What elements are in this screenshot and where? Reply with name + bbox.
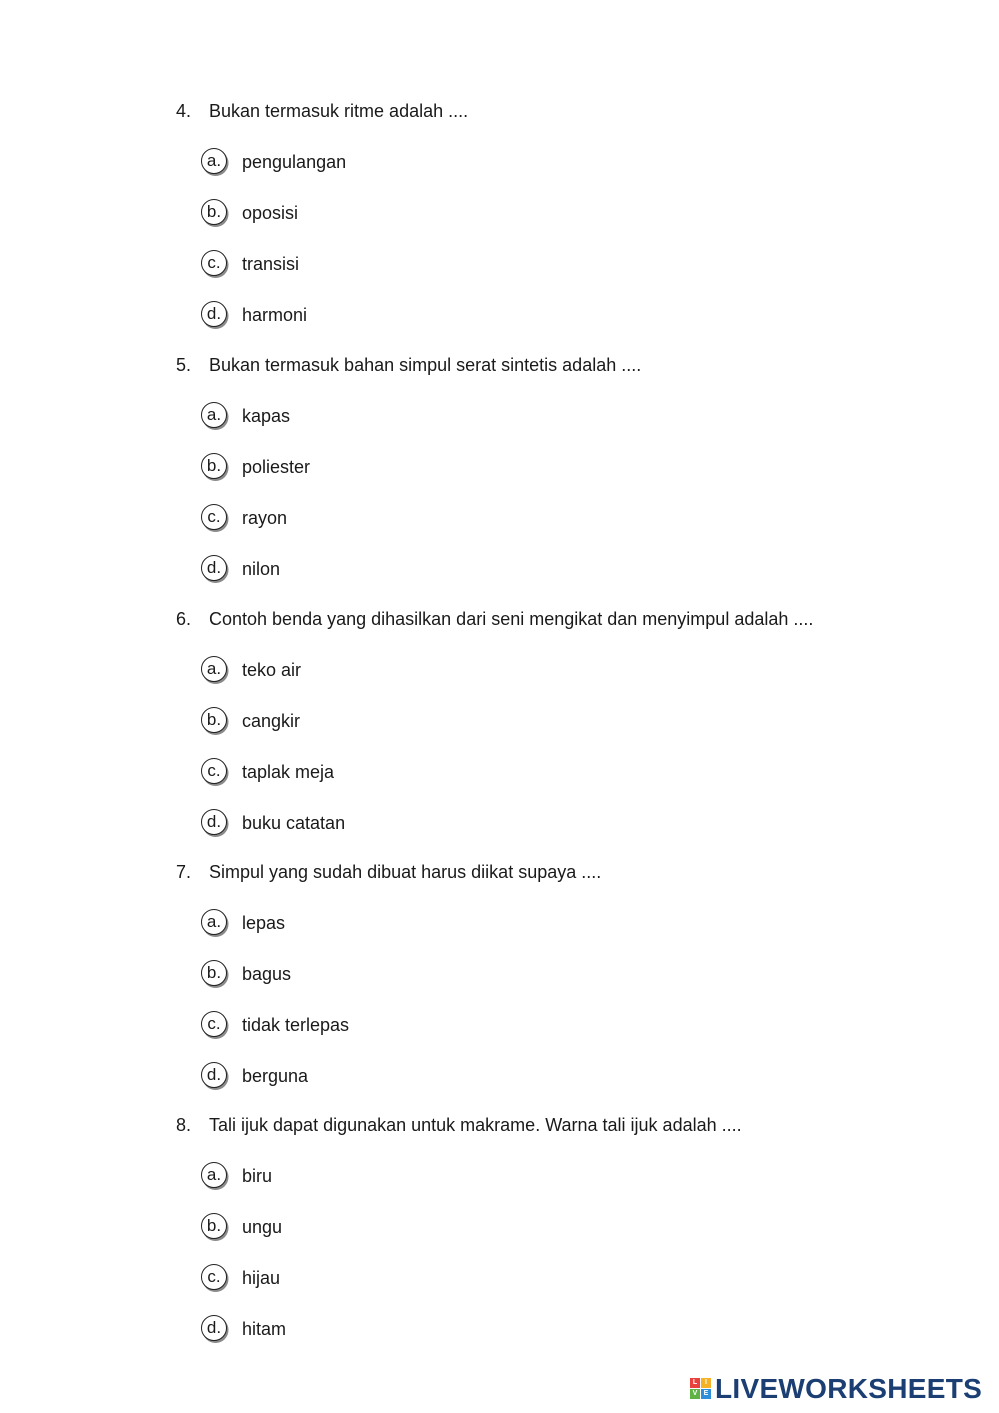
liveworksheets-logo-icon <box>690 1378 712 1400</box>
question-8 <box>176 1110 936 1344</box>
option-b[interactable] <box>176 452 936 482</box>
option-text[interactable]: nilon <box>242 559 281 579</box>
question-text: Simpul yang sudah dibuat harus diikat supaya .... <box>209 862 602 882</box>
option-c[interactable] <box>176 757 936 787</box>
question-number: 7. <box>176 862 192 882</box>
question-line <box>176 604 936 634</box>
question-4 <box>176 96 936 330</box>
option-b[interactable] <box>176 198 936 228</box>
option-letter-circle[interactable]: c. <box>201 758 227 784</box>
question-text: Tali ijuk dapat digunakan untuk makrame. Warna tali ijuk adalah .... <box>209 1115 742 1135</box>
logo-tile: V <box>690 1389 700 1399</box>
question-line <box>176 350 936 380</box>
liveworksheets-logo <box>690 1374 982 1404</box>
option-d[interactable] <box>176 1314 936 1344</box>
option-letter-circle[interactable]: a. <box>201 909 227 935</box>
option-letter-circle[interactable]: b. <box>201 1213 227 1239</box>
option-c[interactable] <box>176 503 936 533</box>
logo-tile: E <box>701 1389 711 1399</box>
option-letter-circle[interactable]: a. <box>201 1162 227 1188</box>
option-d[interactable] <box>176 300 936 330</box>
question-5 <box>176 350 936 584</box>
option-letter-circle[interactable]: d. <box>201 1315 227 1341</box>
option-text[interactable]: ungu <box>242 1217 283 1237</box>
option-text[interactable]: taplak meja <box>242 762 335 782</box>
option-c[interactable] <box>176 1263 936 1293</box>
option-letter-circle[interactable]: a. <box>201 656 227 682</box>
option-d[interactable] <box>176 554 936 584</box>
option-letter-circle[interactable]: c. <box>201 250 227 276</box>
option-text[interactable]: bagus <box>242 964 292 984</box>
question-text: Bukan termasuk ritme adalah .... <box>209 101 469 121</box>
option-text[interactable]: hijau <box>242 1268 281 1288</box>
option-letter-circle[interactable]: d. <box>201 555 227 581</box>
option-letter-circle[interactable]: a. <box>201 402 227 428</box>
question-line <box>176 1110 936 1140</box>
option-text[interactable]: transisi <box>242 254 300 274</box>
option-letter-circle[interactable]: b. <box>201 960 227 986</box>
option-letter-circle[interactable]: c. <box>201 504 227 530</box>
option-letter-circle[interactable]: b. <box>201 199 227 225</box>
question-line <box>176 857 936 887</box>
option-text[interactable]: harmoni <box>242 305 308 325</box>
option-text[interactable]: berguna <box>242 1066 309 1086</box>
option-letter-circle[interactable]: d. <box>201 809 227 835</box>
option-c[interactable] <box>176 1010 936 1040</box>
option-letter-circle[interactable]: a. <box>201 148 227 174</box>
logo-tile: I <box>701 1378 711 1388</box>
question-line <box>176 96 936 126</box>
option-letter-circle[interactable]: b. <box>201 453 227 479</box>
question-6 <box>176 604 936 838</box>
question-text: Bukan termasuk bahan simpul serat sintetis adalah .... <box>209 355 642 375</box>
option-d[interactable] <box>176 808 936 838</box>
option-text[interactable]: kapas <box>242 406 291 426</box>
option-a[interactable] <box>176 655 936 685</box>
question-number: 8. <box>176 1115 192 1135</box>
option-letter-circle[interactable]: b. <box>201 707 227 733</box>
option-a[interactable] <box>176 1161 936 1191</box>
option-letter-circle[interactable]: d. <box>201 1062 227 1088</box>
option-text[interactable]: teko air <box>242 660 302 680</box>
option-text[interactable]: biru <box>242 1166 273 1186</box>
option-text[interactable]: tidak terlepas <box>242 1015 350 1035</box>
option-a[interactable] <box>176 401 936 431</box>
option-letter-circle[interactable]: d. <box>201 301 227 327</box>
question-number: 6. <box>176 609 192 629</box>
option-a[interactable] <box>176 147 936 177</box>
question-7 <box>176 857 936 1091</box>
option-text[interactable]: hitam <box>242 1319 287 1339</box>
option-b[interactable] <box>176 959 936 989</box>
option-c[interactable] <box>176 249 936 279</box>
question-text: Contoh benda yang dihasilkan dari seni mengikat dan menyimpul adalah .... <box>209 609 814 629</box>
option-letter-circle[interactable]: c. <box>201 1264 227 1290</box>
question-number: 4. <box>176 101 192 121</box>
option-a[interactable] <box>176 908 936 938</box>
option-text[interactable]: buku catatan <box>242 813 346 833</box>
question-number: 5. <box>176 355 192 375</box>
option-b[interactable] <box>176 1212 936 1242</box>
option-b[interactable] <box>176 706 936 736</box>
option-text[interactable]: cangkir <box>242 711 301 731</box>
option-text[interactable]: lepas <box>242 913 286 933</box>
option-text[interactable]: oposisi <box>242 203 299 223</box>
logo-tile: L <box>690 1378 700 1388</box>
option-letter-circle[interactable]: c. <box>201 1011 227 1037</box>
logo-wordmark: LIVEWORKSHEETS <box>715 1373 983 1404</box>
option-d[interactable] <box>176 1061 936 1091</box>
option-text[interactable]: pengulangan <box>242 152 347 172</box>
option-text[interactable]: rayon <box>242 508 288 528</box>
option-text[interactable]: poliester <box>242 457 311 477</box>
